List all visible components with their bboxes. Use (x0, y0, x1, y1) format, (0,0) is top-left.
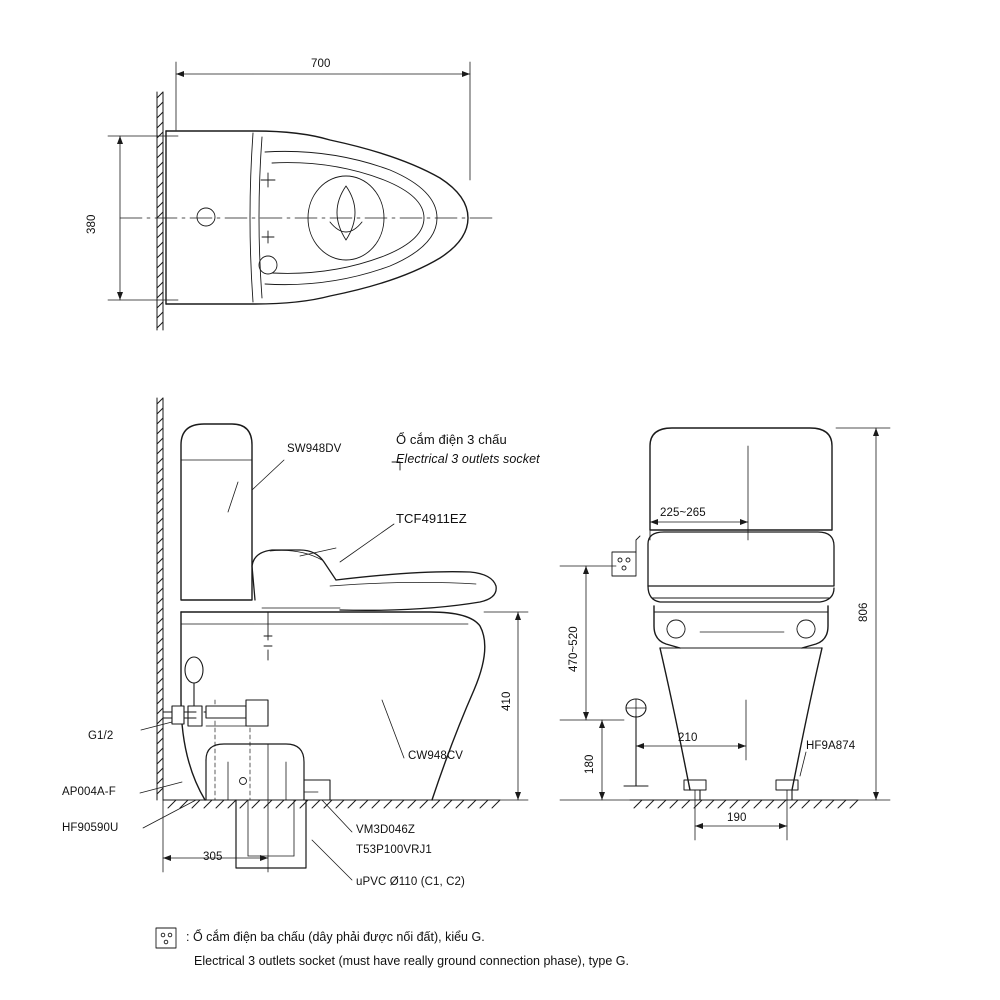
front-view-leader (800, 752, 806, 776)
front-dim-210 (636, 700, 746, 760)
footnote-vi: : Ổ cắm điện ba chấu (dây phải được nối đất), kiểu G. (186, 930, 485, 944)
label-pipe: uPVC Ø110 (C1, C2) (356, 876, 465, 888)
footnote-en: Electrical 3 outlets socket (must have really ground connection phase), type G. (194, 954, 629, 968)
label-water-inlet: G1/2 (88, 730, 114, 742)
side-view-supply (163, 612, 272, 726)
front-view-socket-symbol (612, 536, 640, 576)
label-bowl: CW948CV (408, 750, 464, 762)
side-view-floor (163, 800, 500, 808)
side-view-wall (157, 398, 163, 800)
label-seat: TCF4911EZ (396, 511, 467, 526)
front-dim-806-label: 806 (858, 602, 870, 622)
front-dim-225-265 (650, 446, 748, 540)
top-view-toilet-outline (166, 131, 468, 304)
side-view-leaders (140, 460, 404, 880)
front-dim-210-label: 210 (678, 732, 698, 744)
front-dim-470-520-label: 470~520 (568, 626, 580, 672)
footnote-socket-icon (156, 928, 176, 948)
top-view-dim-700 (176, 62, 470, 180)
front-dim-190-label: 190 (727, 812, 747, 824)
socket-note-vi: Ổ cắm điện 3 chấu (396, 432, 507, 447)
front-view-seat (648, 532, 834, 602)
front-dim-180-label: 180 (584, 754, 596, 774)
front-view-floor (630, 800, 858, 808)
side-dim-305-label: 305 (203, 851, 223, 863)
label-flexible-hose: HF90590U (62, 822, 119, 834)
side-dim-410-label: 410 (501, 691, 513, 711)
top-dim-700-label: 700 (311, 58, 331, 70)
label-trap: T53P100VRJ1 (356, 844, 432, 856)
label-connector: VM3D046Z (356, 824, 415, 836)
label-valve: AP004A-F (62, 786, 116, 798)
side-view-tank (181, 424, 252, 600)
label-tank: SW948DV (287, 443, 342, 455)
front-dim-225-265-label: 225~265 (660, 507, 706, 519)
front-view-bowl (654, 606, 828, 800)
side-view-seat (252, 550, 496, 610)
label-floor-bolt: HF9A874 (806, 740, 856, 752)
side-view-dim-410 (436, 612, 528, 800)
socket-note-en: Electrical 3 outlets socket (396, 452, 540, 466)
top-dim-380-label: 380 (86, 214, 98, 234)
top-view-wall (157, 92, 163, 330)
